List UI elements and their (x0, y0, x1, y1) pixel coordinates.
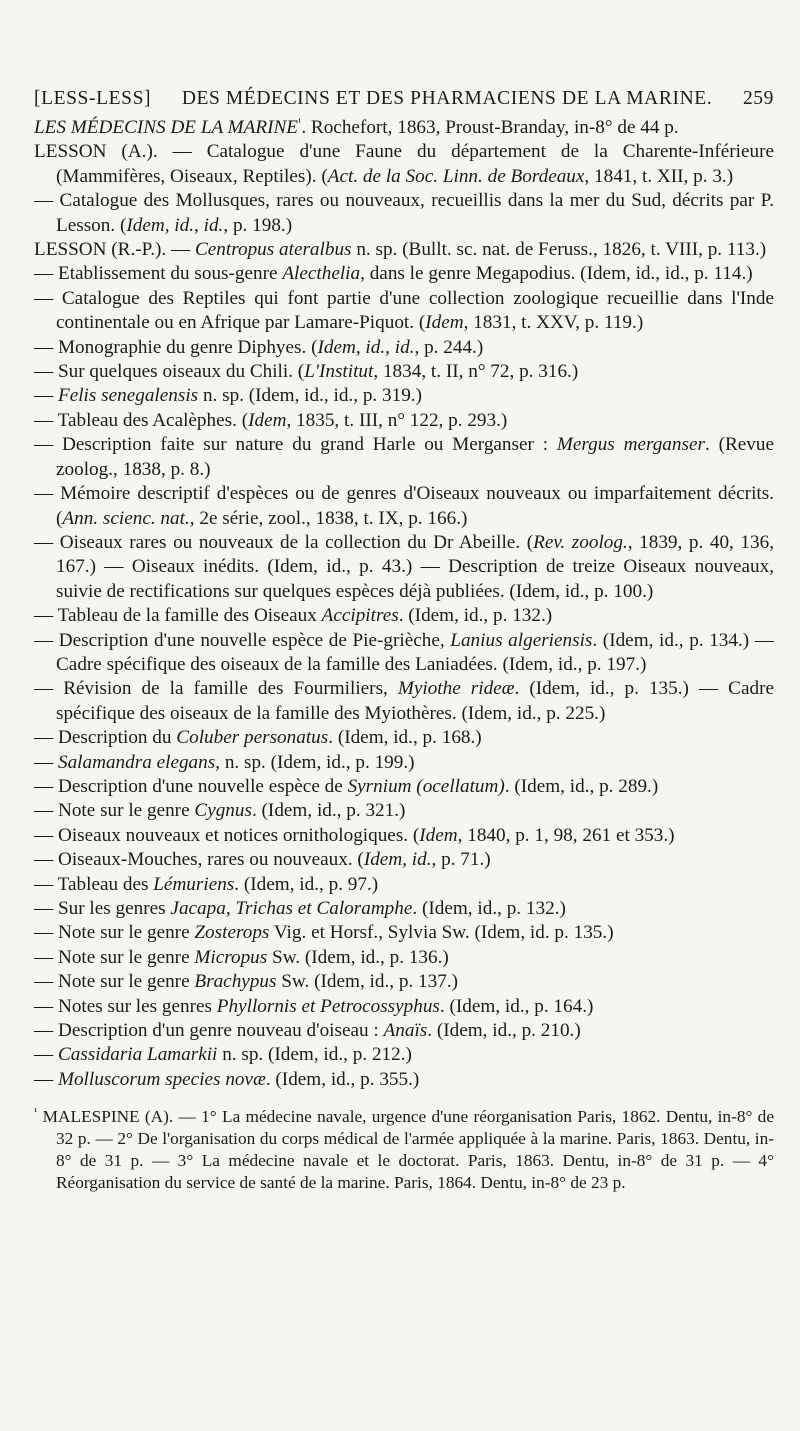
entry-reference: . (Idem, id., p. 355.) (265, 1068, 420, 1090)
entry-italic-title: Idem (419, 824, 458, 846)
bibliography-entry (34, 1068, 774, 1092)
entry-reference: Sw. (Idem, id., p. 137.) (276, 971, 459, 993)
bibliography-entry (34, 848, 774, 872)
entry-italic-title: Idem (248, 409, 287, 431)
bibliography-entry (34, 799, 774, 823)
entry-reference: , p. 71.) (431, 849, 491, 871)
bibliography-entry (34, 995, 774, 1019)
bibliography-list (34, 116, 774, 1092)
entry-reference: . (Idem, id., p. 132.) (398, 605, 553, 627)
page-number: 259 (742, 88, 774, 109)
entry-italic-title: Salamandra elegans (57, 751, 216, 773)
entry-italic-title: Jacapa, Trichas et Caloramphe (170, 898, 413, 919)
entry-reference: , dans le genre Megapodius. (Idem, id., id., p. 114.) (360, 263, 753, 285)
entry-text: LESSON (A.). — Catalogue d'une Faune du département de la Charente-Inférieure (Mammifères, Oiseaux, Reptiles). ( (34, 141, 774, 187)
entry-reference: , 1840, p. 1, 98, 261 et 353.) (457, 824, 675, 846)
bibliography-entry (34, 262, 774, 286)
entry-italic-title: LES MÉDECINS DE LA MARINE (34, 117, 298, 138)
entry-reference: , p. 244.) (414, 336, 484, 358)
entry-italic-title: Rev. zoolog. (533, 531, 628, 553)
entry-reference: , p. 198.) (223, 214, 293, 236)
entry-text: — (34, 1044, 58, 1066)
entry-reference: Sw. (Idem, id., p. 136.) (267, 946, 449, 968)
entry-italic-title: Idem, id. (363, 849, 432, 871)
entry-reference: . (Revue zoolog., 1838, p. 8.) (56, 434, 774, 480)
entry-reference: n. sp. (Idem, id., id., p. 319.) (198, 385, 422, 407)
entry-text: — (34, 385, 58, 407)
bibliography-entry (34, 604, 774, 628)
entry-text: — Note sur le genre (34, 922, 195, 944)
entry-text: — Etablissement du sous-genre (34, 263, 283, 285)
entry-text: — (34, 1068, 58, 1090)
entry-reference: . Rochefort, 1863, Proust-Branday, in-8° de 44 p. (301, 117, 679, 138)
header-range: [LESS-LESS] (34, 88, 152, 109)
entry-reference: , n. sp. (Idem, id., p. 199.) (215, 751, 415, 773)
bibliography-entry (34, 433, 774, 482)
bibliography-entry (34, 482, 774, 531)
entry-reference: . (Idem, id., p. 132.) (412, 898, 566, 919)
entry-italic-title: Micropus (194, 946, 268, 968)
entry-reference: Vig. et Horsf., Sylvia Sw. (Idem, id. p. 135.) (269, 922, 614, 944)
entry-reference: . (Idem, id., p. 210.) (427, 1020, 581, 1042)
entry-text: — Mémoire descriptif d'espèces ou de genres d'Oiseaux nouveaux ou imparfaitement décrits. ( (34, 483, 774, 529)
entry-italic-title: Act. de la Soc. Linn. de Bordeaux (327, 165, 585, 187)
entry-reference: n. sp. (Bullt. sc. nat. de Feruss., 1826, t. VIII, p. 113.) (351, 239, 767, 261)
bibliography-entry (34, 1019, 774, 1043)
footnote-reference: ¹ (298, 116, 302, 129)
bibliography-entry (34, 1043, 774, 1067)
entry-italic-title: Idem, id., id. (126, 214, 224, 236)
entry-text: — Description faite sur nature du grand Harle ou Merganser : (34, 434, 557, 456)
entry-reference: . (Idem, id., p. 164.) (439, 995, 594, 1017)
header-title: DES MÉDECINS ET DES PHARMACIENS DE LA MARINE. (181, 88, 713, 109)
entry-reference: . (Idem, id., p. 135.) — Cadre spécifique des oiseaux de la famille des Myiothères. (Idem, id., p. 225.) (56, 678, 774, 724)
entry-reference: , 2e série, zool., 1838, t. IX, p. 166.) (189, 507, 468, 529)
entry-italic-title: Centropus ateralbus (194, 239, 352, 261)
entry-reference: . (Idem, id., p. 168.) (328, 727, 482, 749)
entry-italic-title: Felis senegalensis (57, 385, 199, 407)
bibliography-entry (34, 751, 774, 775)
entry-italic-title: Accipitres (321, 605, 399, 627)
bibliography-entry (34, 897, 774, 921)
entry-text: — Oiseaux-Mouches, rares ou nouveaux. ( (34, 849, 364, 871)
entry-italic-title: Brachypus (194, 971, 277, 993)
entry-text: — Description du (34, 727, 177, 749)
entry-text: — Monographie du genre Diphyes. ( (34, 336, 318, 358)
bibliography-entry (34, 629, 774, 678)
entry-italic-title: Ann. scienc. nat. (62, 507, 190, 529)
entry-italic-title: Myiothe rideæ (397, 678, 515, 700)
entry-text: — Sur les genres (34, 898, 171, 919)
bibliography-entry (34, 873, 774, 897)
entry-italic-title: Alecthelia (282, 263, 361, 285)
bibliography-entry (34, 360, 774, 384)
entry-italic-title: Syrnium (ocellatum) (347, 775, 505, 797)
entry-text: — (34, 751, 58, 773)
entry-reference: n. sp. (Idem, id., p. 212.) (217, 1044, 412, 1066)
entry-italic-title: Molluscorum species novæ (57, 1068, 266, 1090)
entry-text: — Catalogue des Mollusques, rares ou nouveaux, recueillis dans la mer du Sud, décrits par P. Lesson. ( (34, 190, 774, 236)
entry-text: — Tableau de la famille des Oiseaux (34, 605, 322, 627)
entry-text: — Catalogue des Reptiles qui font partie d'une collection zoologique recueillie dans l'Inde continentale ou en Afrique par Lamare-Piquot. ( (34, 287, 774, 334)
entry-text: — Sur quelques oiseaux du Chili. ( (34, 361, 305, 383)
entry-text: — Tableau des Acalèphes. ( (34, 409, 249, 431)
entry-text: — Note sur le genre (34, 971, 195, 993)
bibliography-entry (34, 189, 774, 238)
entry-text: — Description d'une nouvelle espèce de Pie-grièche, (34, 629, 451, 651)
footnote-mark: ¹ (34, 1106, 38, 1119)
bibliography-entry (34, 116, 774, 140)
entry-text: — Tableau des (34, 873, 154, 895)
entry-text: — Description d'une nouvelle espèce de (34, 775, 348, 797)
footnote-text: MALESPINE (A). — 1° La médecine navale, urgence d'une réorganisation Paris, 1862. Dentu, in-8° de 32 p. — 2° De l'organisation du corps médical de l'armée appliquée à la marine. Paris, 1863. Dentu, in-8° de 31 p. — 3° La médecine navale et le doctorat. Paris, 1863. Dentu, in-8° de 31 p. — 4° Réorganisation du service de santé de la marine. Paris, 1864. Dentu, in-8° de 23 p. (42, 1107, 774, 1192)
entry-text: — Notes sur les genres (34, 995, 217, 1017)
entry-reference: . (Idem, id., p. 97.) (234, 873, 379, 895)
entry-italic-title: Cassidaria Lamarkii (57, 1044, 218, 1066)
bibliography-entry (34, 287, 774, 336)
entry-text: LESSON (R.-P.). — (34, 239, 195, 261)
entry-reference: . (Idem, id., p. 134.) — Cadre spécifique des oiseaux de la famille des Laniadées. (Idem, id., p. 197.) (56, 629, 774, 675)
entry-text: — Oiseaux nouveaux et notices ornithologiques. ( (34, 824, 420, 846)
entry-italic-title: Idem (425, 312, 464, 334)
entry-italic-title: Mergus merganser (556, 434, 705, 456)
entry-italic-title: Anaïs (383, 1020, 428, 1042)
bibliography-entry (34, 677, 774, 726)
entry-italic-title: Phyllornis et Petrocossyphus (216, 995, 440, 1017)
entry-italic-title: Cygnus (194, 800, 252, 822)
entry-italic-title: Idem, id., id. (317, 336, 415, 358)
entry-italic-title: Lanius algeriensis (450, 629, 593, 651)
entry-reference: , 1835, t. III, n° 122, p. 293.) (286, 409, 508, 431)
entry-italic-title: Coluber personatus (176, 727, 329, 749)
footnote (34, 1106, 774, 1193)
entry-reference: , 1839, p. 40, 136, 167.) — Oiseaux inédits. (Idem, id., p. 43.) — Description de treize Oiseaux nouveaux, suivie de rectifications sur quelques espèces déjà publiées. (Idem, id., p. 100.) (56, 531, 774, 602)
entry-reference: , 1834, t. II, n° 72, p. 316.) (373, 361, 579, 383)
bibliography-entry (34, 409, 774, 433)
entry-text: — Note sur le genre (34, 800, 195, 822)
bibliography-entry (34, 946, 774, 970)
entry-italic-title: Zosterops (194, 922, 270, 944)
bibliography-entry (34, 140, 774, 189)
entry-reference: , 1841, t. XII, p. 3.) (584, 165, 734, 187)
entry-text: — Note sur le genre (34, 946, 195, 968)
bibliography-entry (34, 824, 774, 848)
bibliography-entry (34, 336, 774, 360)
entry-reference: , 1831, t. XXV, p. 119.) (463, 312, 644, 334)
entry-text: — Description d'un genre nouveau d'oiseau : (34, 1020, 384, 1042)
entry-italic-title: L'Institut (304, 361, 374, 383)
bibliography-entry (34, 726, 774, 750)
bibliography-entry (34, 531, 774, 604)
bibliography-entry (34, 921, 774, 945)
entry-italic-title: Lémuriens (153, 873, 235, 895)
entry-text: — Oiseaux rares ou nouveaux de la collection du Dr Abeille. ( (34, 531, 534, 553)
running-header (34, 88, 774, 110)
entry-reference: . (Idem, id., p. 289.) (504, 775, 659, 797)
bibliography-entry (34, 238, 774, 262)
bibliography-entry (34, 970, 774, 994)
entry-text: — Révision de la famille des Fourmiliers, (34, 678, 398, 700)
entry-reference: . (Idem, id., p. 321.) (251, 800, 406, 822)
bibliography-entry (34, 384, 774, 408)
bibliography-entry (34, 775, 774, 799)
